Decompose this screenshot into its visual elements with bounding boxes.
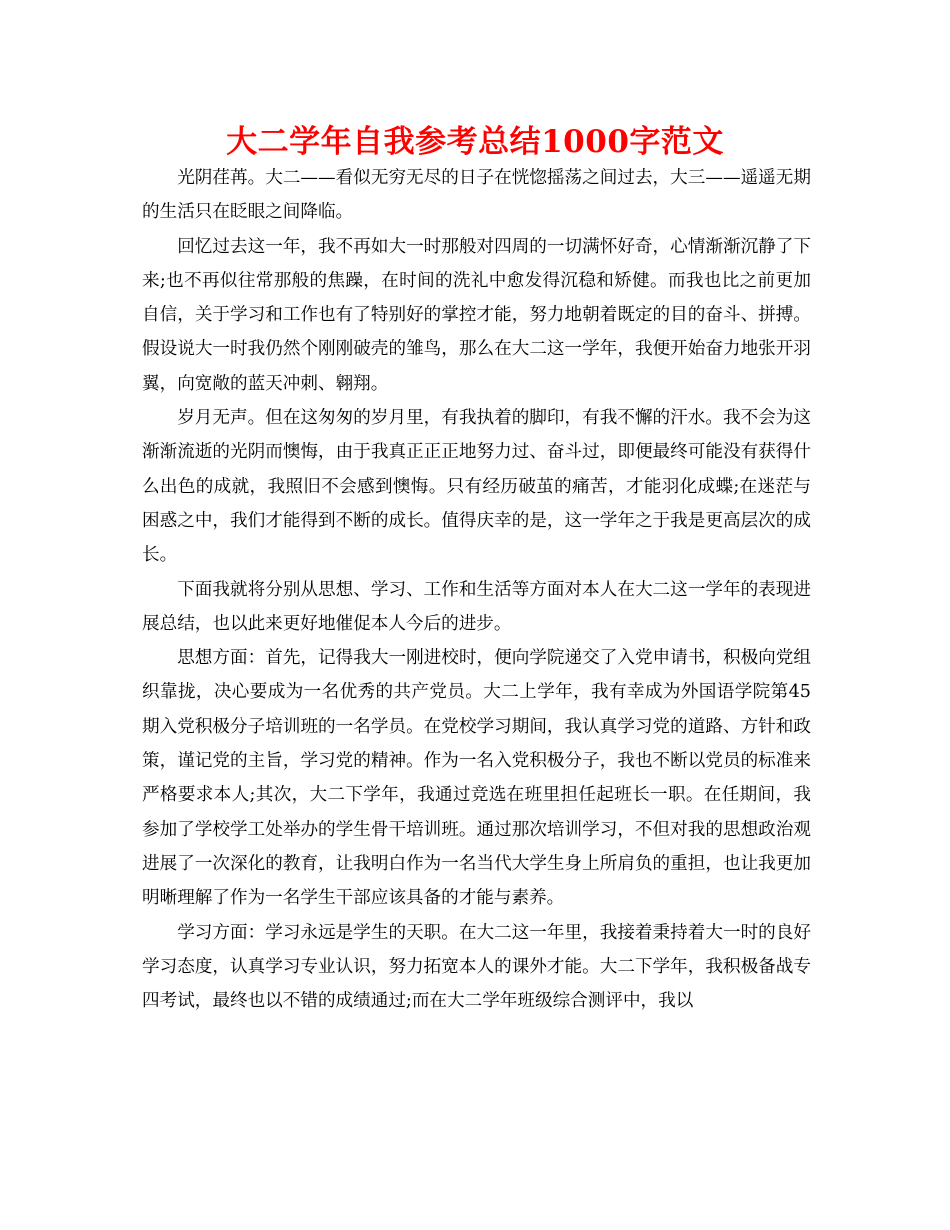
paragraph: 思想方面：首先，记得我大一刚进校时，便向学院递交了入党申请书，积极向党组织靠拢，决心要成为一名优秀的共产党员。大二上学年，我有幸成为外国语学院第45期入党积极分子培训班的一名学员。在党校学习期间，我认真学习党的道路、方针和政策，谨记党的主旨，学习党的精神。作为一名入党积极分子，我也不断以党员的标准来严格要求本人;其次，大二下学年，我通过竞选在班里担任起班长一职。在任期间，我参加了学校学工处举办的学生骨干培训班。通过那次培训学习，不但对我的思想政治观进展了一次深化的教育，让我明白作为一名当代大学生身上所肩负的重担，也让我更加明晰理解了作为一名学生干部应该具备的才能与素养。 bbox=[142, 648, 811, 909]
paragraph: 回忆过去这一年，我不再如大一时那般对四周的一切满怀好奇，心情渐渐沉静了下来;也不再似往常那般的焦躁，在时间的洗礼中愈发得沉稳和矫健。而我也比之前更加自信，关于学习和工作也有了特别好的掌控才能，努力地朝着既定的目的奋斗、拼搏。假设说大一时我仍然个刚刚破壳的雏鸟，那么在大二这一学年，我便开始奋力地张开羽翼，向宽敞的蓝天冲刺、翱翔。 bbox=[142, 236, 811, 394]
document-body bbox=[142, 161, 811, 1018]
paragraph: 光阴荏苒。大二——看似无穷无尽的日子在恍惚摇荡之间过去，大三——遥遥无期的生活只在眨眼之间降临。 bbox=[142, 168, 811, 223]
document-title: 大二学年自我参考总结1000字范文 bbox=[226, 124, 724, 160]
paragraph: 下面我就将分别从思想、学习、工作和生活等方面对本人在大二这一学年的表现进展总结，也以此来更好地催促本人今后的进步。 bbox=[142, 579, 811, 634]
paragraph: 岁月无声。但在这匆匆的岁月里，有我执着的脚印，有我不懈的汗水。我不会为这渐渐流逝的光阴而懊悔，由于我真正正正地努力过、奋斗过，即便最终可能没有获得什么出色的成就，我照旧不会感到懊悔。只有经历破茧的痛苦，才能羽化成蝶;在迷茫与困惑之中，我们才能得到不断的成长。值得庆幸的是，这一学年之于我是更高层次的成长。 bbox=[142, 408, 811, 566]
paragraph: 学习方面：学习永远是学生的天职。在大二这一年里，我接着秉持着大一时的良好学习态度，认真学习专业认识，努力拓宽本人的课外才能。大二下学年，我积极备战专四考试，最终也以不错的成绩通过;而在大二学年班级综合测评中，我以 bbox=[142, 922, 811, 1012]
